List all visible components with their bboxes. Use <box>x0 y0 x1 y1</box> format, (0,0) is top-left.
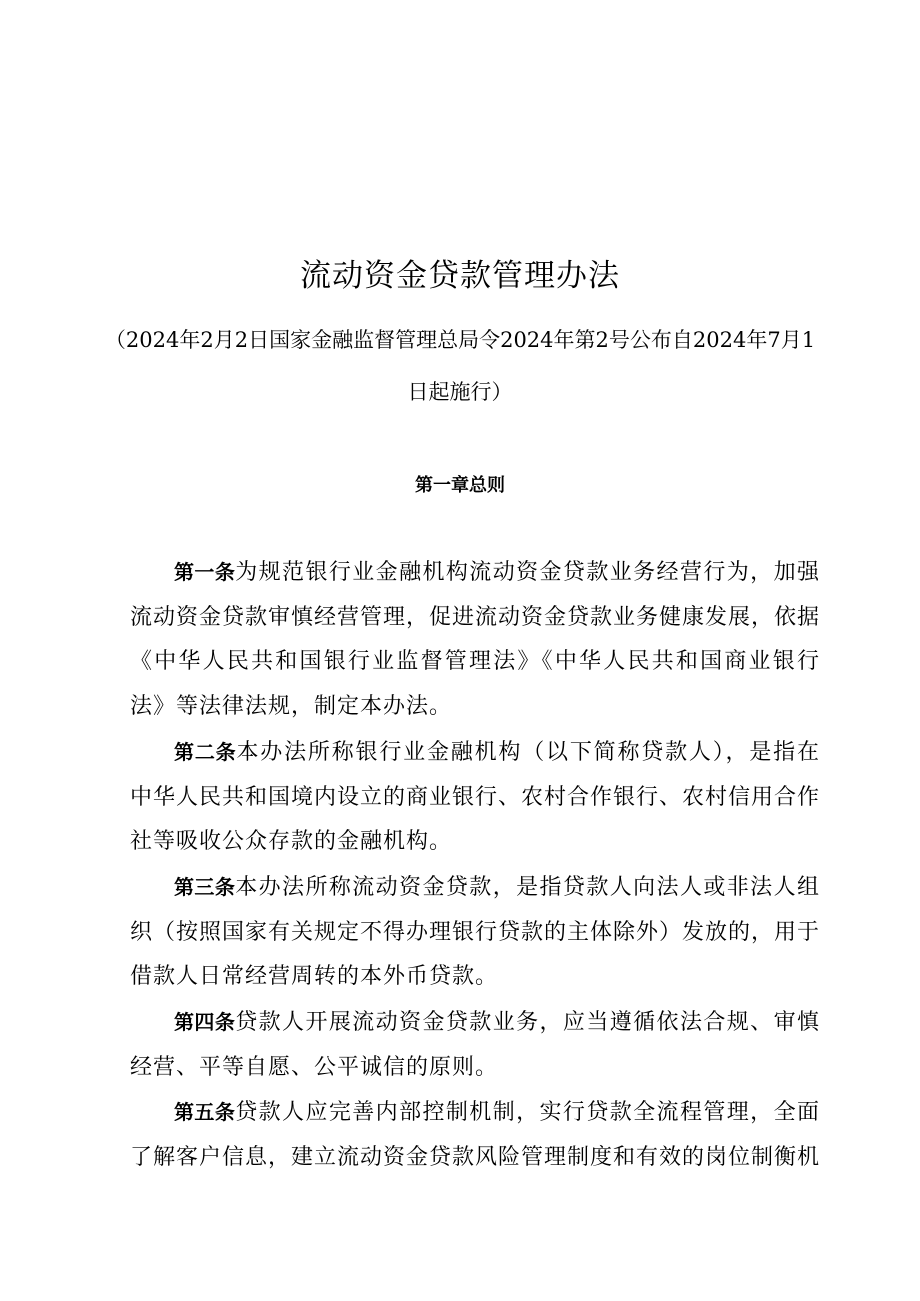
article-3 <box>130 865 820 1000</box>
article-1 <box>130 550 820 730</box>
article-4-label: 第四条 <box>174 1010 236 1035</box>
article-1-text: 为规范银行业金融机构流动资金贷款业务经营行为，加强流动资金贷款审慎经营管理，促进流动资金贷款业务健康发展，依据《中华人民共和国银行业监督管理法》《中华人民共和国商业银行法》等法律法规，制定本办法。 <box>130 560 821 720</box>
article-4 <box>130 1000 820 1090</box>
article-2-text: 本办法所称银行业金融机构（以下简称贷款人），是指在中华人民共和国境内设立的商业银行、农村合作银行、农村信用合作社等吸收公众存款的金融机构。 <box>130 739 821 855</box>
article-1-label: 第一条 <box>174 560 236 584</box>
article-2-label: 第二条 <box>174 739 237 764</box>
article-2 <box>130 730 820 865</box>
article-5-label: 第五条 <box>174 1100 236 1125</box>
document-subtitle: （2024年2月2日国家金融监督管理总局令2024年第2号公布自2024年7月1日起施行） <box>104 328 816 404</box>
article-list <box>130 550 820 1181</box>
article-5 <box>130 1090 820 1180</box>
document-title: 流动资金贷款管理办法 <box>300 258 620 294</box>
article-3-text: 本办法所称流动资金贷款，是指贷款人向法人或非法人组织（按照国家有关规定不得办理银行贷款的主体除外）发放的，用于借款人日常经营周转的本外币贷款。 <box>130 874 821 990</box>
article-5-text: 贷款人应完善内部控制机制，实行贷款全流程管理，全面了解客户信息，建立流动资金贷款风险管理制度和有效的岗位制衡机 <box>130 1100 821 1171</box>
article-4-text: 贷款人开展流动资金贷款业务，应当遵循依法合规、审慎经营、平等自愿、公平诚信的原则。 <box>130 1010 821 1080</box>
article-3-label: 第三条 <box>174 874 236 899</box>
chapter-heading: 第一章总则 <box>415 475 505 496</box>
